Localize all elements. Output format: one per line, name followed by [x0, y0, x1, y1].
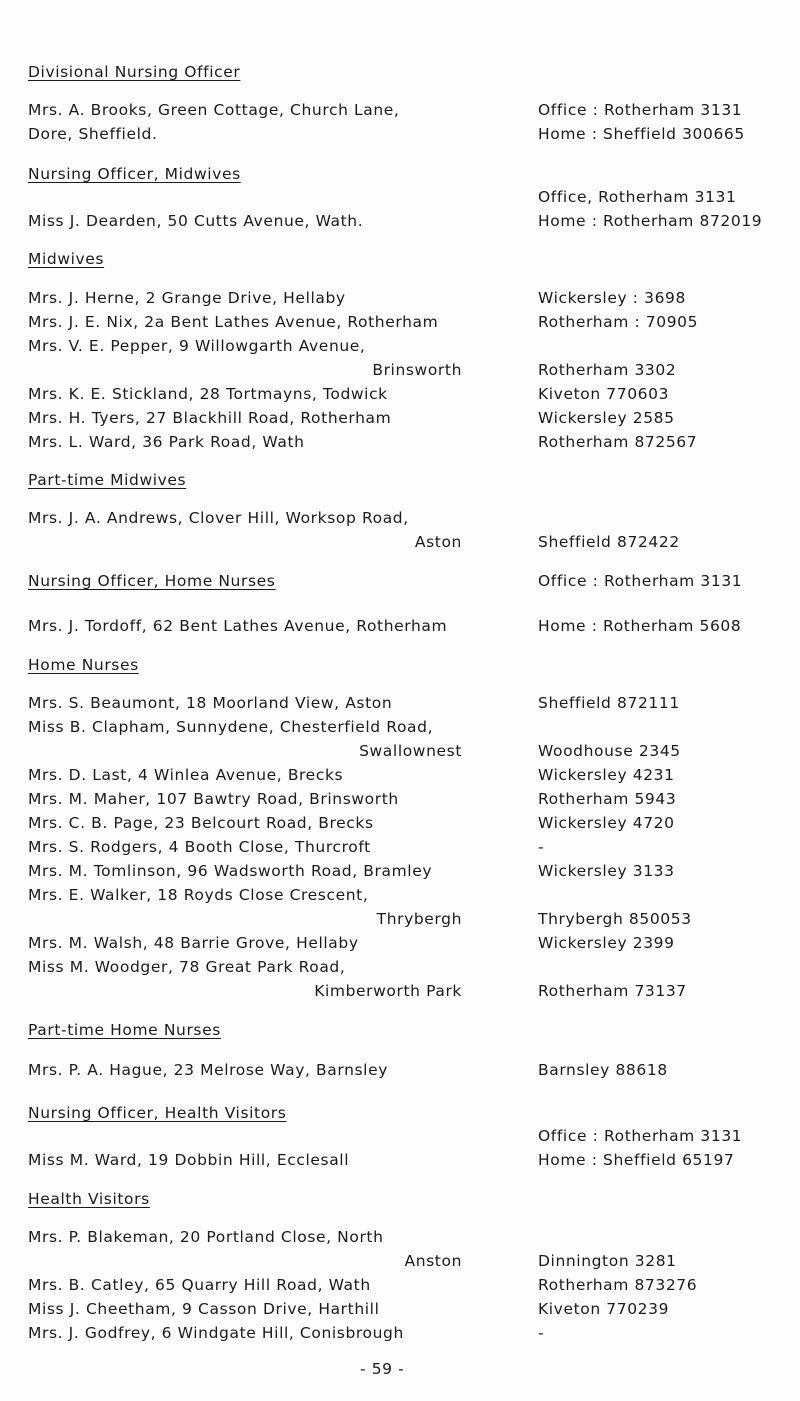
- entry-name: Mrs. K. E. Stickland, 28 Tortmayns, Todwick: [28, 385, 388, 403]
- section-heading: Nursing Officer, Home Nurses: [28, 572, 276, 590]
- list-item: [0, 886, 800, 910]
- entry-name: Brinsworth: [372, 361, 462, 379]
- entry-name: Mrs. J. Tordoff, 62 Bent Lathes Avenue, Rotherham: [28, 617, 448, 635]
- section-heading: Part-time Home Nurses: [28, 1021, 221, 1039]
- section-heading-row: [0, 572, 800, 596]
- entry-phone: Rotherham 872567: [538, 433, 698, 451]
- entry-name: Mrs. J. Godfrey, 6 Windgate Hill, Conisbrough: [28, 1324, 404, 1342]
- entry-name: Thrybergh: [376, 910, 462, 928]
- entry-phone: Sheffield 872111: [538, 694, 680, 712]
- entry-phone: Wickersley : 3698: [538, 289, 686, 307]
- entry-name: Miss M. Ward, 19 Dobbin Hill, Ecclesall: [28, 1151, 350, 1169]
- entry-phone: Rotherham 3302: [538, 361, 677, 379]
- list-item: [0, 1276, 800, 1300]
- entry-name: Miss M. Woodger, 78 Great Park Road,: [28, 958, 346, 976]
- list-item: [0, 1127, 800, 1151]
- entry-name: Mrs. S. Beaumont, 18 Moorland View, Aston: [28, 694, 393, 712]
- list-item: [0, 838, 800, 862]
- list-item: [0, 718, 800, 742]
- entry-phone: Office, Rotherham 3131: [538, 188, 737, 206]
- list-item: [0, 101, 800, 125]
- page-number: - 59 -: [360, 1360, 405, 1378]
- entry-phone: Home : Rotherham 5608: [538, 617, 742, 635]
- entry-phone: Home : Rotherham 872019: [538, 212, 763, 230]
- entry-phone: Thrybergh 850053: [538, 910, 692, 928]
- list-item: [0, 1324, 800, 1348]
- entry-name: Mrs. P. Blakeman, 20 Portland Close, North: [28, 1228, 384, 1246]
- section-heading: Health Visitors: [28, 1190, 150, 1208]
- entry-name: Dore, Sheffield.: [28, 125, 158, 143]
- entry-phone: Wickersley 3133: [538, 862, 675, 880]
- entry-phone: Office : Rotherham 3131: [538, 572, 743, 590]
- list-item: [0, 289, 800, 313]
- list-item: [0, 361, 800, 385]
- list-item: [0, 509, 800, 533]
- entry-name: Mrs. J. Herne, 2 Grange Drive, Hellaby: [28, 289, 346, 307]
- list-item: [0, 982, 800, 1006]
- list-item: [0, 433, 800, 457]
- entry-name: Mrs. B. Catley, 65 Quarry Hill Road, Wath: [28, 1276, 371, 1294]
- entry-name: Mrs. S. Rodgers, 4 Booth Close, Thurcroft: [28, 838, 371, 856]
- entry-phone: Sheffield 872422: [538, 533, 680, 551]
- entry-name: Miss B. Clapham, Sunnydene, Chesterfield Road,: [28, 718, 434, 736]
- entry-phone: Rotherham 5943: [538, 790, 677, 808]
- list-item: [0, 1252, 800, 1276]
- entry-phone: Wickersley 2399: [538, 934, 675, 952]
- list-item: [0, 409, 800, 433]
- list-item: [0, 1151, 800, 1175]
- entry-phone: Office : Rotherham 3131: [538, 101, 743, 119]
- list-item: [0, 533, 800, 557]
- list-item: [0, 212, 800, 236]
- list-item: [0, 958, 800, 982]
- list-item: [0, 385, 800, 409]
- list-item: [0, 617, 800, 641]
- entry-name: Mrs. H. Tyers, 27 Blackhill Road, Rotherham: [28, 409, 392, 427]
- section-heading: Nursing Officer, Health Visitors: [28, 1104, 287, 1122]
- entry-name: Mrs. E. Walker, 18 Royds Close Crescent,: [28, 886, 369, 904]
- list-item: [0, 313, 800, 337]
- entry-phone: Kiveton 770239: [538, 1300, 670, 1318]
- entry-phone: -: [538, 1324, 545, 1342]
- entry-name: Mrs. M. Walsh, 48 Barrie Grove, Hellaby: [28, 934, 359, 952]
- section-heading: Part-time Midwives: [28, 471, 187, 489]
- list-item: [0, 910, 800, 934]
- entry-phone: Office : Rotherham 3131: [538, 1127, 743, 1145]
- entry-name: Mrs. A. Brooks, Green Cottage, Church Lane,: [28, 101, 400, 119]
- entry-name: Mrs. C. B. Page, 23 Belcourt Road, Brecks: [28, 814, 374, 832]
- entry-name: Anston: [404, 1252, 462, 1270]
- entry-name: Mrs. L. Ward, 36 Park Road, Wath: [28, 433, 305, 451]
- section-heading: Home Nurses: [28, 656, 139, 674]
- list-item: [0, 862, 800, 886]
- list-item: [0, 337, 800, 361]
- list-item: [0, 814, 800, 838]
- list-item: [0, 766, 800, 790]
- entry-phone: -: [538, 838, 545, 856]
- entry-phone: Wickersley 4231: [538, 766, 675, 784]
- entry-phone: Barnsley 88618: [538, 1061, 668, 1079]
- list-item: [0, 125, 800, 149]
- section-heading: Nursing Officer, Midwives: [28, 165, 241, 183]
- entry-name: Swallownest: [359, 742, 462, 760]
- list-item: [0, 188, 800, 212]
- entry-name: Aston: [414, 533, 462, 551]
- section-heading: Divisional Nursing Officer: [28, 63, 241, 81]
- entry-name: Mrs. J. E. Nix, 2a Bent Lathes Avenue, Rotherham: [28, 313, 439, 331]
- entry-name: Mrs. M. Tomlinson, 96 Wadsworth Road, Bramley: [28, 862, 433, 880]
- entry-name: Miss J. Dearden, 50 Cutts Avenue, Wath.: [28, 212, 364, 230]
- entry-phone: Home : Sheffield 300665: [538, 125, 745, 143]
- entry-name: Mrs. J. A. Andrews, Clover Hill, Worksop Road,: [28, 509, 409, 527]
- list-item: [0, 742, 800, 766]
- entry-phone: Rotherham : 70905: [538, 313, 699, 331]
- entry-name: Mrs. M. Maher, 107 Bawtry Road, Brinsworth: [28, 790, 399, 808]
- entry-name: Mrs. P. A. Hague, 23 Melrose Way, Barnsley: [28, 1061, 388, 1079]
- list-item: [0, 1228, 800, 1252]
- entry-phone: Wickersley 4720: [538, 814, 675, 832]
- list-item: [0, 694, 800, 718]
- entry-phone: Rotherham 873276: [538, 1276, 698, 1294]
- entry-phone: Woodhouse 2345: [538, 742, 681, 760]
- entry-phone: Kiveton 770603: [538, 385, 670, 403]
- list-item: [0, 790, 800, 814]
- entry-phone: Wickersley 2585: [538, 409, 675, 427]
- list-item: [0, 1061, 800, 1085]
- list-item: [0, 1300, 800, 1324]
- entry-phone: Rotherham 73137: [538, 982, 687, 1000]
- list-item: [0, 934, 800, 958]
- entry-name: Mrs. V. E. Pepper, 9 Willowgarth Avenue,: [28, 337, 366, 355]
- entry-phone: Dinnington 3281: [538, 1252, 677, 1270]
- entry-name: Miss J. Cheetham, 9 Casson Drive, Harthill: [28, 1300, 380, 1318]
- section-heading: Midwives: [28, 250, 105, 268]
- entry-name: Mrs. D. Last, 4 Winlea Avenue, Brecks: [28, 766, 344, 784]
- entry-phone: Home : Sheffield 65197: [538, 1151, 735, 1169]
- entry-name: Kimberworth Park: [314, 982, 462, 1000]
